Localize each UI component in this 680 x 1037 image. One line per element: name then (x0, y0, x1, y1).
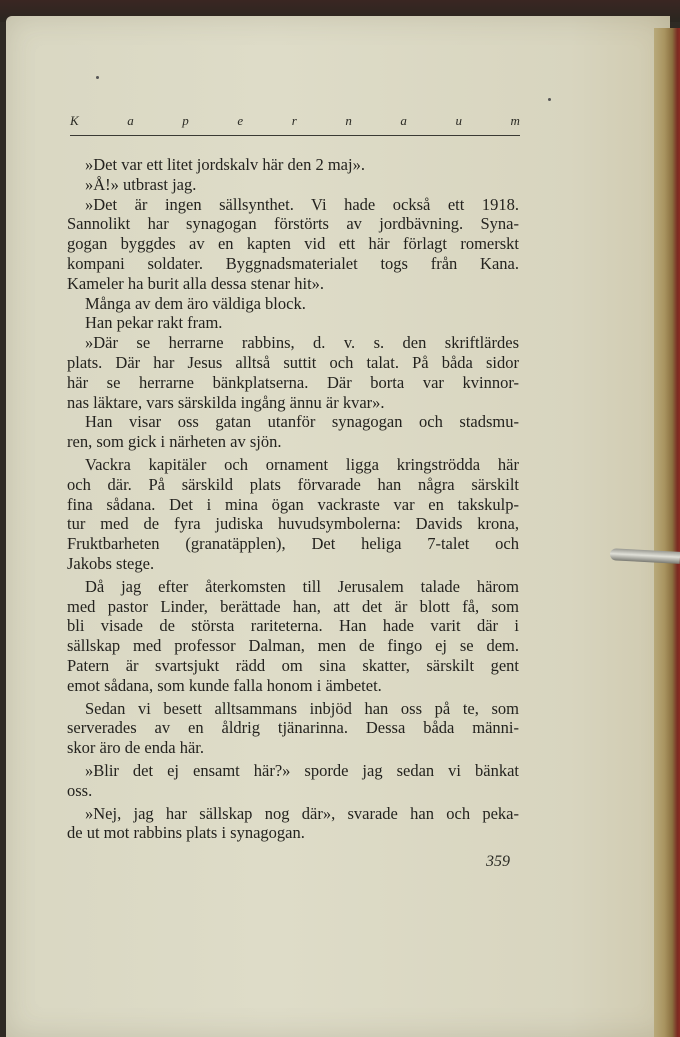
text-line: sällskap med professor Dalman, men de fingo ej se dem. (67, 636, 519, 656)
body-text (67, 155, 519, 843)
text-line: emot sådana, som kunde falla honom i ämbetet. (67, 675, 382, 695)
text-line: Han pekar rakt fram. (85, 313, 223, 333)
text-line: Då jag efter återkomsten till Jerusalem talade härom (85, 576, 519, 596)
text-line: tur med de fyra judiska huvudsymbolerna: Davids krona, (67, 514, 519, 534)
text-line: Kameler ha burit alla dessa stenar hit». (67, 273, 325, 293)
text-line: Vackra kapitäler och ornament ligga kringströdda här (85, 454, 519, 474)
paper-speck (96, 76, 99, 79)
running-head-letter: a (400, 113, 407, 128)
text-line: oss. (67, 780, 93, 800)
text-line: »Nej, jag har sällskap nog där», svarade han och peka- (85, 803, 519, 823)
text-line: Sedan vi besett alltsammans inbjöd han oss på te, som (85, 698, 519, 718)
text-line: ren, som gick i närheten av sjön. (67, 432, 282, 452)
running-head-letter: e (237, 113, 244, 128)
text-line: serverades av en åldrig tjänarinna. Dessa båda männi- (67, 718, 519, 738)
text-line: och där. På särskild plats förvarade han några särskilt (67, 474, 519, 494)
text-line: gogan byggdes av en kapten vid ett här förlagt romerskt (67, 234, 519, 254)
text-line: nas läktare, vars särskilda ingång ännu är kvar». (67, 392, 385, 412)
text-line: kompani soldater. Byggnadsmaterialet togs från Kana. (67, 253, 519, 273)
text-line: här se herrarne bänkplatserna. Där borta var kvinnor- (67, 372, 519, 392)
text-line: fina sådana. Det i mina ögan vackraste var en takskulp- (67, 494, 519, 514)
text-line: »Där se herrarne rabbins, d. v. s. den skriftlärdes (85, 333, 519, 353)
running-head-letter: K (70, 113, 79, 128)
page-edge-stack (654, 28, 680, 1037)
text-line: de ut mot rabbins plats i synagogan. (67, 823, 305, 843)
paper-speck (548, 98, 551, 101)
text-line: »Blir det ej ensamt här?» sporde jag sedan vi bänkat (85, 760, 519, 780)
running-head (70, 105, 520, 136)
text-line: plats. Där har Jesus alltså suttit och talat. På båda sidor (67, 352, 519, 372)
text-line: Patern är svartsjukt rädd om sina skatter, särskilt gent (67, 655, 519, 675)
running-head-letter: u (455, 113, 462, 128)
text-line: Jakobs stege. (67, 553, 155, 573)
running-head-letter: p (182, 113, 189, 128)
text-line: skor äro de enda här. (67, 738, 204, 758)
running-head-letter: r (291, 113, 297, 128)
text-line: »Det är ingen sällsynthet. Vi hade också ett 1918. (85, 194, 519, 214)
text-line: »Det var ett litet jordskalv här den 2 maj». (85, 155, 365, 174)
running-head-letter: n (345, 113, 352, 128)
text-line: Sannolikt har synagogan förstörts av jordbävning. Syna- (67, 214, 519, 234)
text-line: »Å!» utbrast jag. (85, 174, 197, 194)
page-number: 359 (486, 853, 510, 870)
running-head-letter: a (127, 113, 134, 128)
text-line: med pastor Linder, berättade han, att det är blott få, som (67, 596, 519, 616)
text-line: Många av dem äro väldiga block. (85, 293, 306, 313)
text-line: bli visade de största rariteterna. Han hade varit där i (67, 616, 519, 636)
text-line: Fruktbarheten (granatäpplen), Det heliga 7-talet och (67, 534, 519, 554)
text-line: Han visar oss gatan utanför synagogan och stadsmu- (85, 412, 519, 432)
running-head-letter: m (510, 113, 520, 128)
